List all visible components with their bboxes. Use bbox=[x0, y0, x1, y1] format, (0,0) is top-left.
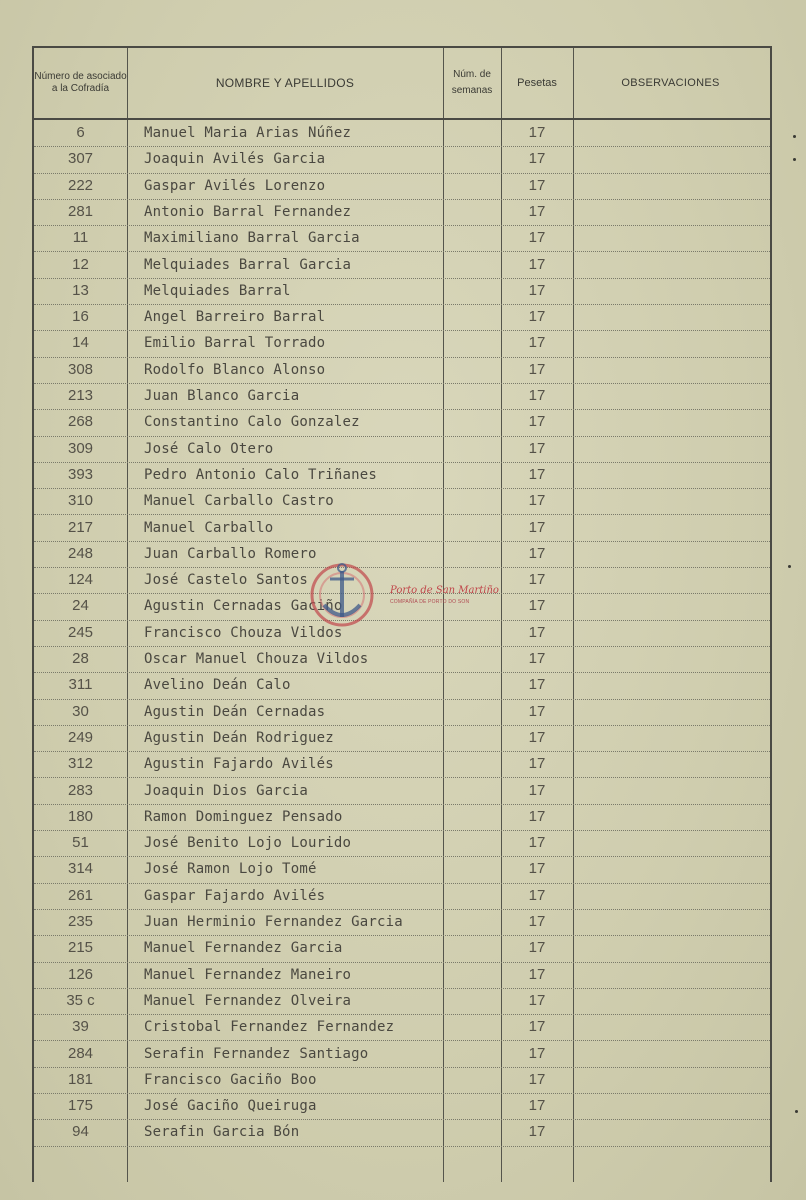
member-name: Melquiades Barral bbox=[144, 282, 291, 299]
member-name: Agustin Deán Cernadas bbox=[144, 703, 326, 720]
pesetas-value: 17 bbox=[528, 1070, 546, 1088]
table-row bbox=[34, 120, 770, 147]
member-name: José Calo Otero bbox=[144, 440, 274, 457]
table-row bbox=[34, 330, 770, 357]
member-number: 35 c bbox=[66, 991, 95, 1009]
table-row bbox=[34, 804, 770, 831]
pesetas-value: 17 bbox=[528, 728, 546, 746]
table-row bbox=[34, 830, 770, 857]
member-number: 310 bbox=[67, 492, 94, 510]
member-name: Oscar Manuel Chouza Vildos bbox=[144, 651, 369, 667]
member-name: José Gaciño Queiruga bbox=[144, 1098, 317, 1115]
member-name: Agustin Cernadas Gaciño bbox=[144, 598, 343, 615]
member-name: Constantino Calo Gonzalez bbox=[144, 414, 360, 431]
pesetas-value: 17 bbox=[528, 255, 546, 273]
table-row bbox=[34, 856, 770, 883]
member-name: Manuel Carballo bbox=[144, 519, 274, 536]
pesetas-value: 17 bbox=[528, 544, 546, 562]
pesetas-value: 17 bbox=[528, 755, 546, 773]
pesetas-value: 17 bbox=[528, 965, 546, 983]
member-number: 24 bbox=[72, 597, 89, 615]
table-row bbox=[34, 725, 770, 752]
table-row bbox=[34, 225, 770, 252]
pesetas-value: 17 bbox=[528, 229, 546, 247]
member-number: 215 bbox=[67, 939, 94, 957]
member-name: Pedro Antonio Calo Triñanes bbox=[144, 466, 377, 483]
stamp-subtext: COMPAÑÍA DE PORTO DO SON bbox=[390, 599, 470, 605]
pesetas-value: 17 bbox=[528, 886, 546, 904]
member-name: Manuel Maria Arias Núñez bbox=[144, 125, 352, 141]
pesetas-value: 17 bbox=[528, 176, 546, 194]
paper-speck bbox=[793, 158, 796, 161]
table-row bbox=[34, 935, 770, 962]
paper-speck bbox=[795, 1110, 798, 1113]
member-number: 94 bbox=[72, 1123, 89, 1141]
pesetas-value: 17 bbox=[528, 807, 546, 825]
pesetas-value: 17 bbox=[528, 202, 546, 220]
table-row bbox=[34, 436, 770, 463]
table-row bbox=[34, 462, 770, 489]
header-observaciones: OBSERVACIONES bbox=[621, 77, 720, 89]
pesetas-value: 17 bbox=[528, 1018, 546, 1036]
table-row bbox=[34, 278, 770, 305]
header-numero: Número de asociado a la Cofradía bbox=[34, 71, 127, 94]
member-number: 249 bbox=[67, 728, 94, 746]
table-row bbox=[34, 357, 770, 384]
member-name: Maximiliano Barral Garcia bbox=[144, 230, 360, 247]
table-row bbox=[34, 778, 770, 805]
pesetas-value: 17 bbox=[528, 702, 546, 720]
member-number: 16 bbox=[72, 308, 89, 326]
member-name: Serafin Fernandez Santiago bbox=[144, 1045, 369, 1062]
table-row bbox=[34, 515, 770, 542]
member-name: José Benito Lojo Lourido bbox=[144, 835, 352, 852]
table-row bbox=[34, 1014, 770, 1041]
member-number: 314 bbox=[67, 860, 94, 878]
member-name: Juan Herminio Fernandez Garcia bbox=[144, 914, 403, 930]
header-pesetas: Pesetas bbox=[517, 77, 557, 89]
member-number: 261 bbox=[67, 886, 94, 904]
table-row bbox=[34, 409, 770, 436]
pesetas-value: 17 bbox=[528, 913, 546, 930]
table-row bbox=[34, 988, 770, 1015]
member-number: 283 bbox=[67, 781, 94, 799]
table-row bbox=[34, 304, 770, 331]
member-number: 308 bbox=[67, 360, 94, 378]
member-number: 213 bbox=[67, 387, 94, 404]
pesetas-value: 17 bbox=[528, 360, 546, 378]
member-number: 248 bbox=[67, 544, 94, 562]
member-number: 28 bbox=[72, 650, 89, 667]
pesetas-value: 17 bbox=[528, 518, 546, 536]
pesetas-value: 17 bbox=[528, 1123, 546, 1141]
table-row bbox=[34, 199, 770, 226]
table-row bbox=[34, 1067, 770, 1094]
anchor-icon bbox=[302, 555, 382, 635]
member-name: Ramon Dominguez Pensado bbox=[144, 808, 343, 825]
member-name: Juan Blanco Garcia bbox=[144, 388, 300, 404]
member-name: Cristobal Fernandez Fernandez bbox=[144, 1019, 395, 1036]
member-name: Gaspar Avilés Lorenzo bbox=[144, 177, 326, 194]
member-number: 393 bbox=[67, 465, 94, 483]
member-number: 12 bbox=[72, 255, 89, 273]
stamp bbox=[302, 555, 502, 635]
pesetas-value: 17 bbox=[528, 308, 546, 326]
member-number: 175 bbox=[67, 1097, 94, 1115]
member-number: 14 bbox=[72, 334, 89, 352]
member-name: Antonio Barral Fernandez bbox=[144, 203, 352, 220]
member-number: 284 bbox=[67, 1044, 94, 1062]
table-row bbox=[34, 252, 770, 279]
table-row bbox=[34, 962, 770, 989]
table-row bbox=[34, 488, 770, 515]
pesetas-value: 17 bbox=[528, 860, 546, 878]
member-name: Rodolfo Blanco Alonso bbox=[144, 361, 326, 378]
member-number: 217 bbox=[67, 518, 94, 536]
member-name: Joaquin Dios Garcia bbox=[144, 782, 308, 799]
pesetas-value: 17 bbox=[528, 150, 546, 168]
member-name: Manuel Fernandez Olveira bbox=[144, 992, 352, 1009]
header-nombre: NOMBRE Y APELLIDOS bbox=[215, 76, 355, 90]
table-row bbox=[34, 1093, 770, 1120]
pesetas-value: 17 bbox=[528, 571, 546, 589]
member-number: 180 bbox=[67, 807, 94, 825]
table-row bbox=[34, 1119, 770, 1146]
member-name: José Castelo Santos bbox=[144, 572, 308, 589]
member-number: 312 bbox=[67, 755, 94, 773]
member-number: 311 bbox=[68, 676, 93, 694]
member-number: 222 bbox=[67, 176, 94, 194]
member-number: 51 bbox=[72, 834, 89, 852]
table-row bbox=[34, 699, 770, 726]
member-name: Francisco Chouza Vildos bbox=[144, 624, 343, 641]
member-name: Serafin Garcia Bón bbox=[144, 1124, 300, 1141]
member-name: Melquiades Barral Garcia bbox=[144, 256, 352, 273]
member-name: Agustin Fajardo Avilés bbox=[144, 756, 334, 773]
table-row bbox=[34, 672, 770, 699]
pesetas-value: 17 bbox=[528, 939, 546, 957]
table-row bbox=[34, 883, 770, 910]
member-name: José Ramon Lojo Tomé bbox=[144, 861, 317, 878]
member-name: Manuel Carballo Castro bbox=[144, 493, 334, 510]
member-name: Agustin Deán Rodriguez bbox=[144, 729, 334, 746]
member-name: Avelino Deán Calo bbox=[144, 677, 291, 694]
table-row bbox=[34, 646, 770, 673]
member-number: 126 bbox=[67, 965, 94, 983]
pesetas-value: 17 bbox=[528, 439, 546, 457]
member-name: Manuel Fernandez Garcia bbox=[144, 940, 343, 957]
member-number: 268 bbox=[67, 413, 94, 431]
pesetas-value: 17 bbox=[528, 834, 546, 852]
member-number: 245 bbox=[67, 623, 94, 641]
member-number: 11 bbox=[72, 229, 89, 247]
pesetas-value: 17 bbox=[528, 465, 546, 483]
member-number: 39 bbox=[72, 1018, 89, 1036]
header-semanas: Núm. de semanas bbox=[451, 69, 493, 96]
member-name: Francisco Gaciño Boo bbox=[144, 1071, 317, 1088]
table-row bbox=[34, 146, 770, 173]
member-number: 124 bbox=[67, 571, 94, 589]
member-name: Emilio Barral Torrado bbox=[144, 335, 326, 352]
member-number: 307 bbox=[67, 150, 94, 168]
pesetas-value: 17 bbox=[528, 492, 546, 510]
member-number: 13 bbox=[72, 281, 89, 299]
pesetas-value: 17 bbox=[528, 991, 546, 1009]
table-row bbox=[34, 383, 770, 410]
table-row bbox=[34, 909, 770, 936]
table-row bbox=[34, 751, 770, 778]
pesetas-value: 17 bbox=[528, 1044, 546, 1062]
member-name: Gaspar Fajardo Avilés bbox=[144, 887, 326, 904]
pesetas-value: 17 bbox=[528, 387, 546, 404]
pesetas-value: 17 bbox=[528, 124, 546, 141]
pesetas-value: 17 bbox=[528, 1097, 546, 1115]
member-name: Angel Barreiro Barral bbox=[144, 309, 326, 326]
pesetas-value: 17 bbox=[528, 334, 546, 352]
member-number: 30 bbox=[72, 702, 89, 720]
pesetas-value: 17 bbox=[528, 781, 546, 799]
pesetas-value: 17 bbox=[528, 597, 546, 615]
paper-speck bbox=[793, 135, 796, 138]
pesetas-value: 17 bbox=[528, 676, 546, 694]
pesetas-value: 17 bbox=[528, 623, 546, 641]
stamp-text: Porto de San Martiño bbox=[390, 585, 499, 596]
member-number: 181 bbox=[67, 1070, 94, 1088]
paper-speck bbox=[788, 565, 791, 568]
pesetas-value: 17 bbox=[528, 650, 546, 667]
table-row bbox=[34, 1041, 770, 1068]
pesetas-value: 17 bbox=[528, 281, 546, 299]
member-number: 281 bbox=[67, 202, 94, 220]
member-name: Juan Carballo Romero bbox=[144, 545, 317, 562]
pesetas-value: 17 bbox=[528, 413, 546, 431]
member-name: Manuel Fernandez Maneiro bbox=[144, 966, 352, 983]
member-number: 6 bbox=[76, 124, 85, 141]
member-number: 309 bbox=[67, 439, 94, 457]
table-row bbox=[34, 173, 770, 200]
member-number: 235 bbox=[67, 913, 94, 930]
member-name: Joaquin Avilés Garcia bbox=[144, 151, 326, 168]
